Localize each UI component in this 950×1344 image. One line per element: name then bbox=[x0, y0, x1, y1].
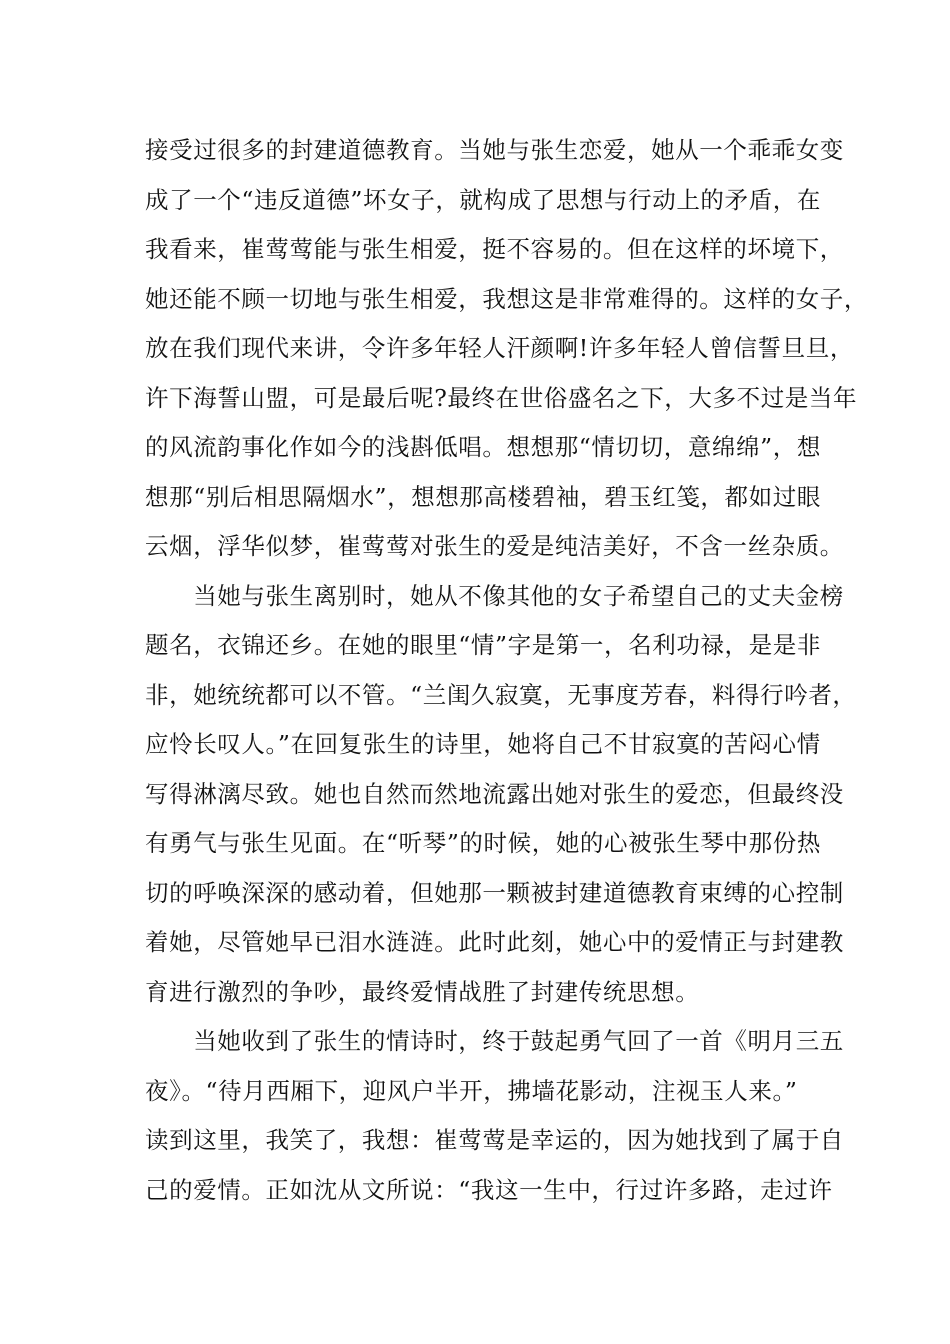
paragraph-start-line: 当她收到了张生的情诗时，终于鼓起勇气回了一首《明月三五 bbox=[145, 1027, 844, 1055]
text-line: 非，她统统都可以不管。“兰闺久寂寞，无事度芳春，料得行吟者， bbox=[145, 680, 857, 709]
text-line: 育进行激烈的争吵，最终爱情战胜了封建传统思想。 bbox=[145, 977, 700, 1006]
text-line: 想那“别后相思隔烟水”，想想那高楼碧袖，碧玉红笺，都如过眼 bbox=[145, 482, 821, 511]
body-text bbox=[145, 126, 868, 1215]
text-line: 写得淋漓尽致。她也自然而然地流露出她对张生的爱恋，但最终没 bbox=[145, 779, 844, 808]
text-line: 成了一个“违反道德”坏女子，就构成了思想与行动上的矛盾，在 bbox=[145, 185, 821, 214]
text-line: 题名，衣锦还乡。在她的眼里“情”字是第一，名利功禄，是是非 bbox=[145, 631, 821, 659]
text-line: 切的呼唤深深的感动着，但她那一颗被封建道德教育束缚的心控制 bbox=[145, 878, 844, 907]
text-line: 我看来，崔莺莺能与张生相爱，挺不容易的。但在这样的坏境下， bbox=[145, 235, 844, 263]
text-line: 着她，尽管她早已泪水涟涟。此时此刻，她心中的爱情正与封建教 bbox=[145, 928, 844, 956]
text-line: 有勇气与张生见面。在“听琴”的时候，她的心被张生琴中那份热 bbox=[145, 829, 821, 857]
text-line: 夜》。“待月西厢下，迎风户半开，拂墙花影动，注视玉人来。” bbox=[145, 1076, 798, 1105]
text-line: 接受过很多的封建道德教育。当她与张生恋爱，她从一个乖乖女变 bbox=[145, 136, 844, 164]
text-line: 读到这里，我笑了，我想：崔莺莺是幸运的，因为她找到了属于自 bbox=[145, 1126, 844, 1154]
text-line: 的风流韵事化作如今的浅斟低唱。想想那“情切切，意绵绵”，想 bbox=[145, 433, 821, 461]
text-line: 应怜长叹人。”在回复张生的诗里，她将自己不甘寂寞的苦闷心情 bbox=[145, 730, 821, 758]
text-line: 云烟，浮华似梦，崔莺莺对张生的爱是纯洁美好，不含一丝杂质。 bbox=[145, 532, 844, 560]
text-line: 许下海誓山盟，可是最后呢?最终在世俗盛名之下，大多不过是当年 bbox=[145, 383, 858, 412]
paragraph-start-line: 当她与张生离别时，她从不像其他的女子希望自己的丈夫金榜 bbox=[145, 581, 844, 610]
text-line: 己的爱情。正如沈从文所说：“我这一生中，行过许多路，走过许 bbox=[145, 1175, 833, 1204]
text-line: 放在我们现代来讲，令许多年轻人汗颜啊!许多年轻人曾信誓旦旦， bbox=[145, 334, 854, 362]
text-line: 她还能不顾一切地与张生相爱，我想这是非常难得的。这样的女子， bbox=[145, 284, 868, 313]
